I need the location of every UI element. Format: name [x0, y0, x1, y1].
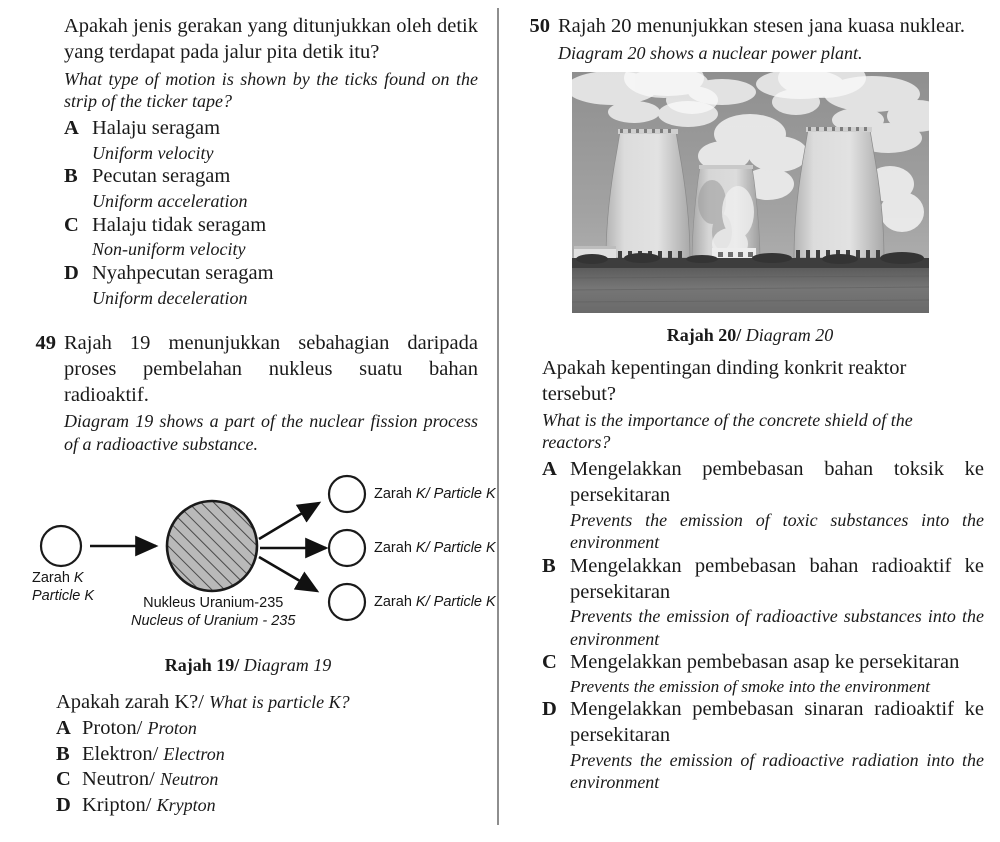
- option-text-english: Neutron: [160, 769, 219, 790]
- diagram-20-caption: [500, 325, 1000, 346]
- question-48-continued: [0, 0, 496, 309]
- nucleus-label-malay: Nukleus Uranium-235: [143, 594, 284, 611]
- option-d[interactable]: [64, 261, 478, 309]
- option-letter: A: [56, 716, 71, 739]
- option-text-malay: Nyahpecutan seragam: [92, 261, 274, 284]
- option-d[interactable]: [56, 793, 478, 819]
- question-stem-english: Diagram 20 shows a nuclear power plant.: [558, 42, 863, 63]
- option-text-english: Prevents the emission of toxic substances into the environment: [570, 510, 984, 553]
- right-column: [500, 0, 1000, 793]
- option-text-english: Uniform acceleration: [92, 191, 248, 212]
- option-b[interactable]: [542, 554, 984, 650]
- option-text-english: Non-uniform velocity: [92, 239, 246, 260]
- nucleus-label-english: Nucleus of Uranium - 235: [131, 612, 296, 629]
- question-number: 49: [35, 331, 56, 354]
- option-text-english: Uniform velocity: [92, 143, 214, 164]
- option-text-english: Prevents the emission of radioactive radiation into the environment: [570, 749, 984, 793]
- option-text-english: Prevents the emission of smoke into the environment: [570, 676, 931, 696]
- incoming-particle-label: [32, 570, 94, 605]
- option-letter: A: [64, 117, 79, 140]
- nucleus-label: [131, 595, 295, 630]
- product-particle-label-2: Zarah K/ Particle K: [374, 539, 496, 556]
- left-column: [0, 0, 496, 819]
- diagram-19-caption-english: Diagram 19: [243, 654, 332, 675]
- option-text-malay: Proton/ Proton: [82, 716, 197, 739]
- option-text-english: Krypton: [156, 795, 216, 816]
- question-49: [0, 309, 496, 455]
- question-50-lead-english: What is the importance of the concrete shield of the reactors?: [542, 409, 913, 453]
- question-stem-english: Diagram 19 shows a part of the nuclear fission process of a radioactive substance.: [64, 411, 478, 454]
- fission-diagram: [14, 469, 496, 641]
- question-50-lead-malay: Apakah kepentingan dinding konkrit reaktor tersebut?: [542, 357, 907, 405]
- diagram-20-caption-label: Rajah 20/: [666, 325, 742, 346]
- option-letter: C: [56, 768, 71, 791]
- option-c[interactable]: [56, 767, 478, 793]
- option-b[interactable]: [64, 164, 478, 212]
- option-text-english: Prevents the emission of radioactive substances into the environment: [570, 606, 984, 649]
- question-stem-malay: Rajah 19 menunjukkan sebahagian daripada proses pembelahan nukleus suatu bahan radioaktif.: [64, 331, 478, 406]
- question-stem-english: What type of motion is shown by the ticks found on the strip of the ticker tape?: [64, 68, 478, 111]
- option-text-malay: Neutron/ Neutron: [82, 768, 219, 791]
- product-particle-label-1: Zarah K/ Particle K: [374, 485, 496, 502]
- option-letter: D: [64, 261, 79, 284]
- option-text-malay: Pecutan seragam: [92, 165, 231, 188]
- question-49-lead-english: What is particle K?: [209, 691, 350, 712]
- option-letter: D: [56, 794, 71, 817]
- incoming-particle-label-line1: Zarah K: [32, 569, 84, 586]
- option-text-malay: Mengelakkan pembebasan asap ke persekitaran: [570, 650, 960, 673]
- option-text-english: Proton: [147, 717, 197, 738]
- option-letter: B: [56, 742, 70, 765]
- column-divider: [497, 8, 499, 825]
- diagram-20-caption-english: Diagram 20: [745, 325, 834, 346]
- option-text-english: Electron: [163, 743, 225, 764]
- question-50: [500, 0, 1000, 64]
- option-text-malay: Mengelakkan pembebasan bahan toksik ke persekitaran: [570, 458, 984, 507]
- incoming-particle-label-line2: Particle K: [32, 587, 95, 604]
- option-text-malay: Elektron/ Electron: [82, 742, 225, 765]
- option-text-malay: Halaju seragam: [92, 117, 221, 140]
- option-text-malay: Kripton/ Krypton: [82, 794, 216, 817]
- option-text-malay: Halaju tidak seragam: [92, 213, 267, 236]
- diagram-20-photo: [572, 72, 929, 313]
- option-text-malay: Mengelakkan pembebasan sinaran radioaktif ke persekitaran: [570, 698, 984, 746]
- question-number: 50: [529, 15, 550, 37]
- option-a[interactable]: [542, 457, 984, 553]
- question-stem-malay: Rajah 20 menunjukkan stesen jana kuasa nuklear.: [558, 15, 966, 37]
- option-letter: C: [542, 650, 557, 673]
- question-49-lead: [56, 690, 478, 716]
- option-a[interactable]: [56, 716, 478, 742]
- option-text-malay: Mengelakkan pembebasan bahan radioaktif ke persekitaran: [570, 554, 984, 603]
- option-b[interactable]: [56, 742, 478, 768]
- product-particle-label-3: Zarah K/ Particle K: [374, 593, 496, 610]
- diagram-19-caption-label: Rajah 19/: [164, 654, 240, 675]
- nuclear-power-plant-image: [572, 72, 929, 313]
- option-letter: B: [542, 554, 556, 577]
- option-d[interactable]: [542, 697, 984, 793]
- option-letter: A: [542, 458, 557, 481]
- option-letter: B: [64, 165, 78, 188]
- option-letter: D: [542, 698, 557, 721]
- question-49-lead-malay: Apakah zarah K?/: [56, 690, 204, 713]
- option-letter: C: [64, 213, 79, 236]
- question-stem-malay: Apakah jenis gerakan yang ditunjukkan oleh detik yang terdapat pada jalur pita detik itu?: [64, 15, 478, 63]
- option-a[interactable]: [64, 116, 478, 164]
- option-c[interactable]: [64, 213, 478, 261]
- question-number: [22, 14, 64, 309]
- option-text-english: Uniform deceleration: [92, 287, 248, 308]
- diagram-19-caption: [0, 655, 496, 676]
- option-c[interactable]: [542, 650, 984, 697]
